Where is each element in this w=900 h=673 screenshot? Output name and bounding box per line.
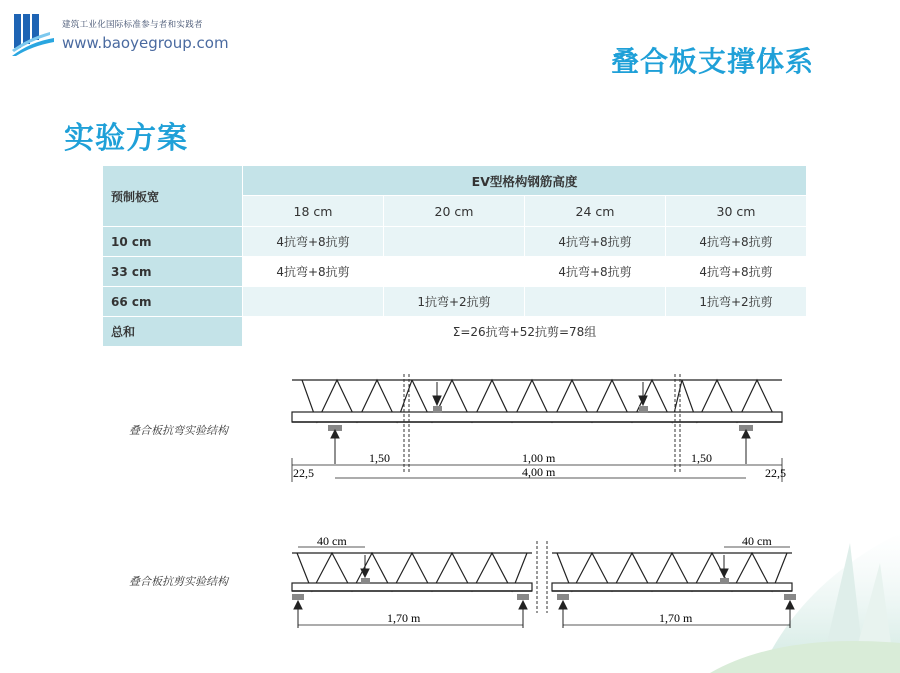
table-cell: 4抗弯+8抗剪 [243, 227, 384, 257]
dim-total: 4,00 m [522, 465, 556, 479]
dim-left-offset: 40 cm [317, 534, 347, 548]
table-cell [525, 287, 666, 317]
table-cell [384, 257, 525, 287]
column-header: 24 cm [525, 196, 666, 227]
section-title: 实验方案 [64, 121, 188, 156]
logo-slogan: 建筑工业化国际标准参与者和实践者 [62, 20, 203, 30]
company-logo [10, 12, 240, 60]
shear-dashed-joints [537, 541, 547, 613]
logo-url[interactable]: www.baoyegroup.com [62, 34, 229, 52]
total-label: 总和 [103, 317, 243, 347]
group-header: EV型格构钢筋高度 [243, 166, 807, 196]
experiment-plan-table [102, 165, 807, 347]
table-cell: 4抗弯+8抗剪 [243, 257, 384, 287]
column-header: 18 cm [243, 196, 384, 227]
dim-right-span: 1,50 [691, 451, 712, 465]
table-row [103, 227, 807, 257]
row-label: 33 cm [103, 257, 243, 287]
dim-left-end: 22,5 [293, 466, 314, 480]
dim-right-offset: 40 cm [742, 534, 772, 548]
column-header: 30 cm [666, 196, 807, 227]
column-header: 20 cm [384, 196, 525, 227]
table-cell: 4抗弯+8抗剪 [666, 257, 807, 287]
shear-load-arrows [361, 555, 729, 584]
bending-caption: 叠合板抗弯实验结构 [129, 424, 228, 437]
table-cell: 1抗弯+2抗剪 [666, 287, 807, 317]
shear-test-diagram [287, 533, 807, 638]
shear-truss-right [552, 553, 792, 591]
table-row [103, 317, 807, 347]
bending-truss [292, 380, 782, 422]
dim-right-end: 22,5 [765, 466, 786, 480]
table-cell: 4抗弯+8抗剪 [525, 257, 666, 287]
dim-mid-span: 1,00 m [522, 451, 556, 465]
logo-mark-icon [10, 12, 56, 58]
shear-truss-left [292, 553, 532, 591]
table-cell: 4抗弯+8抗剪 [525, 227, 666, 257]
page-title: 叠合板支撑体系 [610, 45, 814, 78]
total-value: Σ=26抗弯+52抗剪=78组 [243, 317, 807, 347]
row-label: 10 cm [103, 227, 243, 257]
dim-right-span: 1,70 m [659, 611, 693, 625]
dim-left-span: 1,50 [369, 451, 390, 465]
row-label: 66 cm [103, 287, 243, 317]
shear-supports [292, 594, 796, 628]
table-row [103, 257, 807, 287]
table-cell [243, 287, 384, 317]
shear-caption: 叠合板抗剪实验结构 [129, 575, 228, 588]
table-cell: 1抗弯+2抗剪 [384, 287, 525, 317]
bending-test-diagram [287, 372, 807, 487]
table-cell [384, 227, 525, 257]
table-row [103, 287, 807, 317]
table-cell: 4抗弯+8抗剪 [666, 227, 807, 257]
row-header-label: 预制板宽 [103, 166, 243, 227]
dim-left-span: 1,70 m [387, 611, 421, 625]
